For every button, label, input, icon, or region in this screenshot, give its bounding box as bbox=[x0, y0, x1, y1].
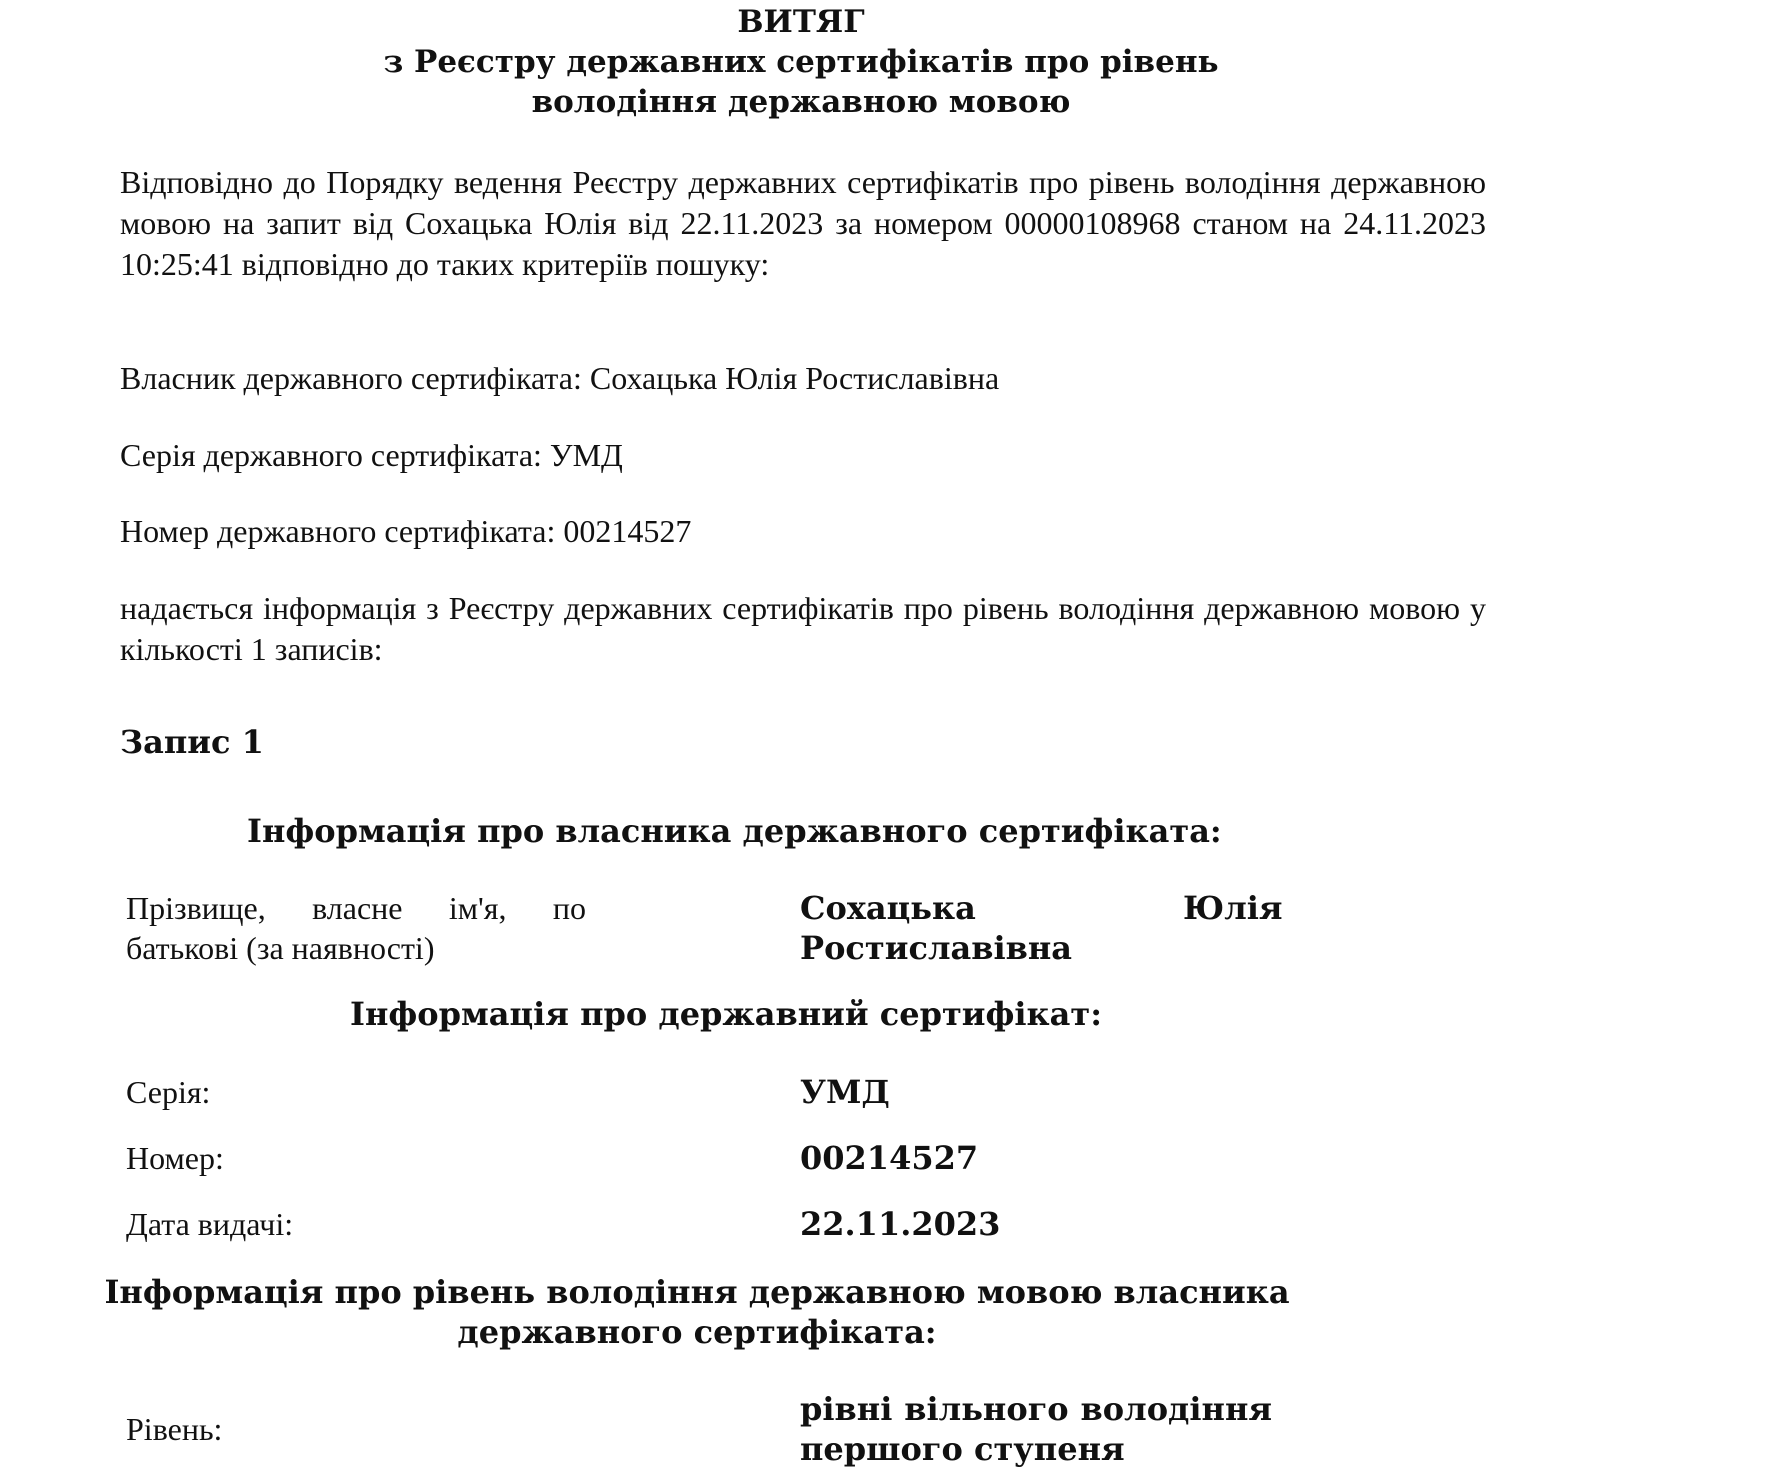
fullname-value-surname: Сохацька bbox=[800, 889, 976, 927]
certificate-section-heading: Інформація про державний сертифікат: bbox=[350, 995, 1103, 1033]
series-label: Серія: bbox=[126, 1074, 211, 1110]
fullname-label-line2: батькові (за наявності) bbox=[126, 930, 435, 966]
title-line-1: ВИТЯГ bbox=[737, 4, 865, 40]
issue-date-value: 22.11.2023 bbox=[800, 1205, 1001, 1243]
level-value-line2: першого ступеня bbox=[800, 1430, 1125, 1468]
level-section-heading bbox=[0, 1272, 1394, 1352]
criteria-series: Серія державного сертифіката: УМД bbox=[120, 437, 623, 473]
level-label: Рівень: bbox=[126, 1411, 223, 1447]
intro-paragraph: Відповідно до Порядку ведення Реєстру державних сертифікатів про рівень володіння державною мовою на запит від Сохацька Юлія від 22.11.2023 за номером 00000108968 станом на 24.11.2023 10:25:41 відповідно до таких критеріїв пошуку: bbox=[120, 164, 1486, 282]
fullname-value-name: Юлія bbox=[1183, 889, 1283, 927]
criteria-number: Номер державного сертифіката: 00214527 bbox=[120, 513, 692, 549]
title-line-3: володіння державною мовою bbox=[531, 84, 1071, 120]
document-title bbox=[0, 2, 1602, 122]
criteria-owner: Власник державного сертифіката: Сохацька Юлія Ростиславівна bbox=[120, 360, 1000, 396]
result-paragraph: надається інформація з Реєстру державних сертифікатів про рівень володіння державною мовою у кількості 1 записів: bbox=[120, 590, 1486, 667]
owner-section-heading: Інформація про власника державного сертифіката: bbox=[247, 812, 1222, 850]
series-value: УМД bbox=[800, 1073, 890, 1111]
title-line-2: з Реєстру державних сертифікатів про рівень bbox=[383, 44, 1219, 80]
fullname-value-patronymic: Ростиславівна bbox=[800, 929, 1073, 967]
fullname-label-line1: Прізвище, власне ім'я, по bbox=[126, 890, 586, 926]
level-heading-line2: державного сертифіката: bbox=[457, 1313, 937, 1351]
number-label: Номер: bbox=[126, 1140, 224, 1176]
level-heading-line1: Інформація про рівень володіння державною мовою власника bbox=[104, 1273, 1290, 1311]
level-value-line1: рівні вільного володіння bbox=[800, 1390, 1272, 1428]
record-title: Запис 1 bbox=[120, 723, 264, 761]
number-value: 00214527 bbox=[800, 1139, 979, 1177]
issue-date-label: Дата видачі: bbox=[126, 1206, 294, 1242]
